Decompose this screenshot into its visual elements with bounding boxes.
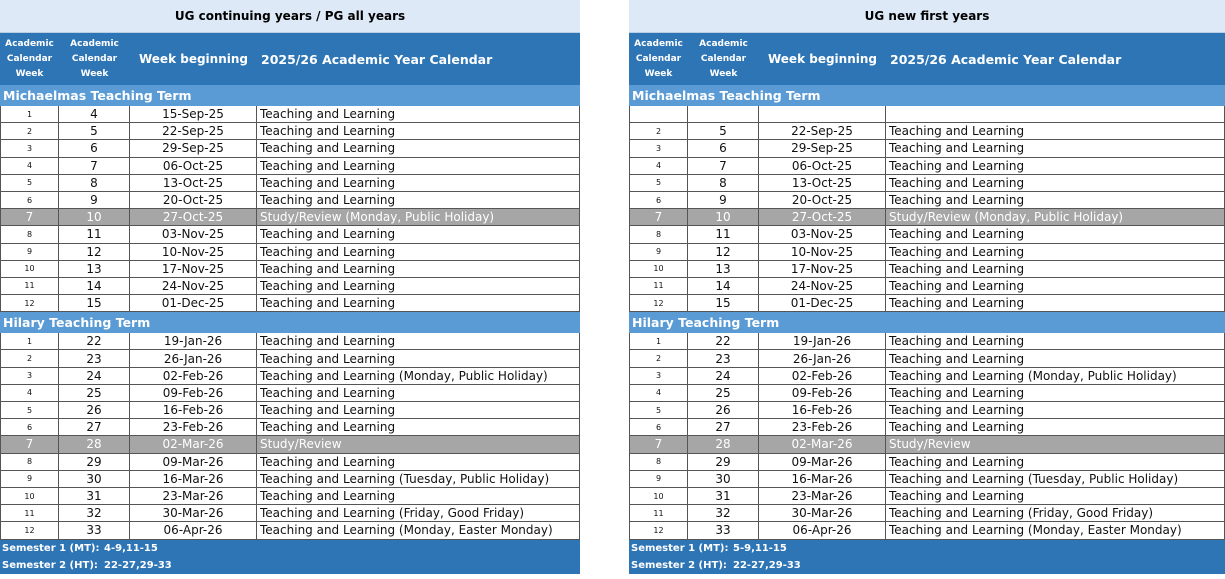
table-row [629, 333, 1225, 350]
week-beginning-cell: 06-Oct-25 [759, 158, 886, 175]
calendar-week-cell: 33 [688, 522, 759, 539]
table-row [0, 226, 580, 243]
calendar-week-cell: 6 [59, 140, 130, 157]
description-cell: Teaching and Learning [886, 123, 1225, 140]
week-beginning-cell: 02-Feb-26 [759, 368, 886, 385]
table-row [0, 158, 580, 175]
table-row [629, 522, 1225, 539]
week-beginning-cell: 03-Nov-25 [130, 226, 257, 243]
academic-week-cell: 10 [629, 488, 688, 505]
calendar-week-cell: 23 [59, 350, 130, 367]
academic-week-cell: 6 [629, 419, 688, 436]
table-row [629, 175, 1225, 192]
academic-week-cell: 8 [0, 226, 59, 243]
header-calendar-title: 2025/26 Academic Year Calendar [261, 51, 493, 67]
description-cell: Teaching and Learning [886, 158, 1225, 175]
academic-week-cell: 12 [629, 295, 688, 312]
description-cell: Teaching and Learning [257, 106, 580, 123]
description-cell: Teaching and Learning [257, 226, 580, 243]
academic-week-cell: 5 [0, 402, 59, 419]
week-beginning-cell: 17-Nov-25 [130, 261, 257, 278]
academic-week-cell: 11 [629, 505, 688, 522]
calendar-week-cell: 9 [688, 192, 759, 209]
calendar-week-cell: 15 [688, 295, 759, 312]
calendar-week-cell: 12 [688, 244, 759, 261]
table-row [629, 419, 1225, 436]
week-beginning-cell: 16-Mar-26 [130, 471, 257, 488]
description-cell: Study/Review (Monday, Public Holiday) [257, 209, 580, 226]
semester-line [0, 557, 580, 574]
table-row [629, 385, 1225, 402]
academic-week-cell: 2 [629, 123, 688, 140]
week-beginning-cell: 01-Dec-25 [130, 295, 257, 312]
calendar-week-cell: 27 [688, 419, 759, 436]
table-row [0, 419, 580, 436]
week-beginning-cell: 27-Oct-25 [130, 209, 257, 226]
table-row [0, 175, 580, 192]
academic-week-cell: 6 [0, 419, 59, 436]
table-row [0, 522, 580, 539]
table-row [629, 488, 1225, 505]
academic-week-cell: 10 [0, 261, 59, 278]
description-cell [886, 106, 1225, 123]
academic-week-cell: 9 [0, 244, 59, 261]
academic-week-cell: 4 [0, 385, 59, 402]
calendar-week-cell: 32 [688, 505, 759, 522]
academic-week-cell: 4 [0, 158, 59, 175]
term-header: Hilary Teaching Term [629, 312, 1225, 333]
academic-week-cell: 5 [629, 402, 688, 419]
week-beginning-cell: 06-Oct-25 [130, 158, 257, 175]
week-beginning-cell: 10-Nov-25 [130, 244, 257, 261]
description-cell: Teaching and Learning [886, 192, 1225, 209]
table-row [629, 123, 1225, 140]
semester-label: Semester 2 (HT): [631, 559, 727, 571]
description-cell: Teaching and Learning [886, 140, 1225, 157]
table-row [629, 350, 1225, 367]
semester-footer [0, 540, 580, 574]
week-beginning-cell: 16-Feb-26 [759, 402, 886, 419]
week-beginning-cell: 23-Feb-26 [759, 419, 886, 436]
week-beginning-cell: 29-Sep-25 [759, 140, 886, 157]
calendar-week-cell: 28 [688, 436, 759, 453]
week-beginning-cell: 26-Jan-26 [759, 350, 886, 367]
calendar-week-cell: 15 [59, 295, 130, 312]
academic-week-cell: 8 [0, 454, 59, 471]
semester-weeks: 5-9,11-15 [733, 542, 787, 554]
description-cell: Teaching and Learning [257, 385, 580, 402]
calendar-week-cell: 5 [688, 123, 759, 140]
panel-continuing-years [0, 0, 580, 574]
week-beginning-cell: 24-Nov-25 [130, 278, 257, 295]
academic-week-cell: 12 [0, 295, 59, 312]
table-row [0, 140, 580, 157]
study-week-row [629, 209, 1225, 226]
week-beginning-cell: 13-Oct-25 [759, 175, 886, 192]
academic-week-cell: 5 [629, 175, 688, 192]
week-beginning-cell: 13-Oct-25 [130, 175, 257, 192]
week-beginning-cell: 09-Mar-26 [130, 454, 257, 471]
week-beginning-cell: 22-Sep-25 [130, 123, 257, 140]
semester-line [629, 540, 1225, 557]
description-cell: Teaching and Learning [257, 295, 580, 312]
description-cell: Teaching and Learning [886, 402, 1225, 419]
panel-title: UG new first years [629, 0, 1225, 33]
calendar-week-cell: 7 [688, 158, 759, 175]
table-row [0, 192, 580, 209]
table-row [629, 368, 1225, 385]
week-beginning-cell: 26-Jan-26 [130, 350, 257, 367]
table-row [0, 402, 580, 419]
column-header-row [629, 33, 1225, 85]
academic-week-cell: 7 [0, 209, 59, 226]
calendar-week-cell: 6 [688, 140, 759, 157]
description-cell: Teaching and Learning [886, 419, 1225, 436]
description-cell: Teaching and Learning [886, 295, 1225, 312]
description-cell: Teaching and Learning [257, 402, 580, 419]
description-cell: Teaching and Learning [257, 488, 580, 505]
table-row [0, 471, 580, 488]
description-cell: Teaching and Learning (Monday, Easter Monday) [886, 522, 1225, 539]
description-cell: Teaching and Learning [886, 261, 1225, 278]
description-cell: Teaching and Learning [257, 123, 580, 140]
week-beginning-cell: 06-Apr-26 [759, 522, 886, 539]
calendar-week-cell: 29 [688, 454, 759, 471]
academic-week-cell: 7 [0, 436, 59, 453]
header-calendar-week: Academic Calendar Week [699, 38, 748, 79]
academic-week-cell: 8 [629, 454, 688, 471]
header-academic-week: Academic Calendar Week [5, 38, 54, 79]
semester-label: Semester 1 (MT): [2, 542, 100, 554]
header-calendar-week: Academic Calendar Week [70, 38, 119, 79]
academic-week-cell: 4 [629, 158, 688, 175]
table-row [0, 454, 580, 471]
calendar-week-cell: 13 [59, 261, 130, 278]
description-cell: Teaching and Learning [257, 175, 580, 192]
week-beginning-cell: 02-Mar-26 [130, 436, 257, 453]
table-row [629, 295, 1225, 312]
description-cell: Teaching and Learning [886, 244, 1225, 261]
week-beginning-cell: 30-Mar-26 [759, 505, 886, 522]
table-row [0, 261, 580, 278]
academic-week-cell: 1 [0, 106, 59, 123]
header-week-beginning: Week beginning [767, 52, 877, 66]
calendar-week-cell: 14 [688, 278, 759, 295]
table-row [0, 106, 580, 123]
week-beginning-cell: 29-Sep-25 [130, 140, 257, 157]
week-beginning-cell: 30-Mar-26 [130, 505, 257, 522]
table-row [0, 488, 580, 505]
semester-label: Semester 2 (HT): [2, 559, 98, 571]
table-row [629, 158, 1225, 175]
description-cell: Teaching and Learning [886, 175, 1225, 192]
academic-week-cell: 9 [629, 244, 688, 261]
calendar-week-cell: 11 [59, 226, 130, 243]
academic-week-cell: 7 [629, 436, 688, 453]
academic-week-cell: 10 [629, 261, 688, 278]
description-cell: Teaching and Learning [886, 278, 1225, 295]
table-row [0, 505, 580, 522]
description-cell: Teaching and Learning [886, 488, 1225, 505]
description-cell: Teaching and Learning [257, 140, 580, 157]
week-beginning-cell: 23-Feb-26 [130, 419, 257, 436]
description-cell: Study/Review [886, 436, 1225, 453]
week-beginning-cell: 15-Sep-25 [130, 106, 257, 123]
academic-week-cell [629, 106, 688, 123]
week-beginning-cell: 22-Sep-25 [759, 123, 886, 140]
semester-weeks: 22-27,29-33 [733, 559, 801, 571]
calendar-week-cell: 25 [688, 385, 759, 402]
calendar-week-cell: 30 [59, 471, 130, 488]
table-row [0, 368, 580, 385]
calendar-week-cell: 32 [59, 505, 130, 522]
calendar-week-cell: 14 [59, 278, 130, 295]
description-cell: Teaching and Learning (Monday, Easter Monday) [257, 522, 580, 539]
week-beginning-cell: 09-Feb-26 [759, 385, 886, 402]
academic-week-cell: 8 [629, 226, 688, 243]
table-row [629, 402, 1225, 419]
academic-week-cell: 2 [0, 123, 59, 140]
description-cell: Teaching and Learning [257, 350, 580, 367]
description-cell: Study/Review (Monday, Public Holiday) [886, 209, 1225, 226]
academic-week-cell: 6 [0, 192, 59, 209]
calendar-week-cell: 33 [59, 522, 130, 539]
semester-weeks: 4-9,11-15 [104, 542, 158, 554]
week-beginning-cell: 20-Oct-25 [130, 192, 257, 209]
table-row [629, 454, 1225, 471]
term-header: Michaelmas Teaching Term [629, 85, 1225, 106]
week-beginning-cell: 27-Oct-25 [759, 209, 886, 226]
study-week-row [0, 436, 580, 453]
calendar-week-cell: 10 [59, 209, 130, 226]
table-row [629, 278, 1225, 295]
table-row [0, 123, 580, 140]
semester-weeks: 22-27,29-33 [104, 559, 172, 571]
semester-line [629, 557, 1225, 574]
week-beginning-cell: 24-Nov-25 [759, 278, 886, 295]
calendar-week-cell: 25 [59, 385, 130, 402]
description-cell: Teaching and Learning (Friday, Good Friday) [257, 505, 580, 522]
calendar-week-cell: 8 [688, 175, 759, 192]
week-beginning-cell: 02-Feb-26 [130, 368, 257, 385]
table-row [0, 385, 580, 402]
week-beginning-cell: 01-Dec-25 [759, 295, 886, 312]
description-cell: Teaching and Learning [257, 261, 580, 278]
week-beginning-cell [759, 106, 886, 123]
week-beginning-cell: 16-Mar-26 [759, 471, 886, 488]
table-row [629, 140, 1225, 157]
description-cell: Teaching and Learning [257, 419, 580, 436]
academic-week-cell: 3 [0, 140, 59, 157]
description-cell: Teaching and Learning [257, 192, 580, 209]
study-week-row [629, 436, 1225, 453]
table-row [629, 505, 1225, 522]
academic-week-cell: 11 [0, 505, 59, 522]
week-beginning-cell: 23-Mar-26 [759, 488, 886, 505]
academic-week-cell: 9 [629, 471, 688, 488]
description-cell: Teaching and Learning [886, 333, 1225, 350]
calendar-week-cell: 13 [688, 261, 759, 278]
calendar-week-cell: 26 [59, 402, 130, 419]
calendar-week-cell: 10 [688, 209, 759, 226]
semester-line [0, 540, 580, 557]
week-beginning-cell: 19-Jan-26 [759, 333, 886, 350]
calendar-week-cell: 24 [59, 368, 130, 385]
academic-week-cell: 4 [629, 385, 688, 402]
table-row [0, 278, 580, 295]
description-cell: Teaching and Learning [257, 454, 580, 471]
column-header-row [0, 33, 580, 85]
academic-week-cell: 1 [629, 333, 688, 350]
calendar-week-cell [688, 106, 759, 123]
table-row [629, 244, 1225, 261]
week-beginning-cell: 06-Apr-26 [130, 522, 257, 539]
academic-week-cell: 3 [629, 140, 688, 157]
panel-new-first-years [629, 0, 1225, 574]
semester-footer [629, 540, 1225, 574]
description-cell: Teaching and Learning [257, 244, 580, 261]
week-beginning-cell: 20-Oct-25 [759, 192, 886, 209]
table-row [0, 244, 580, 261]
academic-week-cell: 11 [629, 278, 688, 295]
description-cell: Teaching and Learning [257, 333, 580, 350]
table-row [629, 471, 1225, 488]
week-beginning-cell: 03-Nov-25 [759, 226, 886, 243]
calendar-week-cell: 27 [59, 419, 130, 436]
week-beginning-cell: 19-Jan-26 [130, 333, 257, 350]
description-cell: Teaching and Learning (Friday, Good Friday) [886, 505, 1225, 522]
term-header: Michaelmas Teaching Term [0, 85, 580, 106]
calendar-week-cell: 4 [59, 106, 130, 123]
description-cell: Teaching and Learning [886, 385, 1225, 402]
academic-week-cell: 2 [629, 350, 688, 367]
description-cell: Teaching and Learning (Tuesday, Public Holiday) [886, 471, 1225, 488]
calendar-week-cell: 23 [688, 350, 759, 367]
calendar-week-cell: 5 [59, 123, 130, 140]
calendar-week-cell: 24 [688, 368, 759, 385]
description-cell: Teaching and Learning (Monday, Public Holiday) [257, 368, 580, 385]
table-row [0, 295, 580, 312]
academic-week-cell: 2 [0, 350, 59, 367]
table-row [0, 333, 580, 350]
academic-week-cell: 1 [0, 333, 59, 350]
calendar-week-cell: 22 [688, 333, 759, 350]
header-week-beginning: Week beginning [138, 52, 248, 66]
calendar-week-cell: 12 [59, 244, 130, 261]
calendar-week-cell: 26 [688, 402, 759, 419]
academic-week-cell: 3 [0, 368, 59, 385]
week-beginning-cell: 09-Mar-26 [759, 454, 886, 471]
academic-week-cell: 5 [0, 175, 59, 192]
academic-week-cell: 10 [0, 488, 59, 505]
term-header: Hilary Teaching Term [0, 312, 580, 333]
description-cell: Teaching and Learning [886, 226, 1225, 243]
calendar-week-cell: 9 [59, 192, 130, 209]
calendar-week-cell: 28 [59, 436, 130, 453]
study-week-row [0, 209, 580, 226]
description-cell: Teaching and Learning (Monday, Public Holiday) [886, 368, 1225, 385]
week-beginning-cell: 10-Nov-25 [759, 244, 886, 261]
description-cell: Teaching and Learning [886, 350, 1225, 367]
calendar-week-cell: 11 [688, 226, 759, 243]
calendar-week-cell: 22 [59, 333, 130, 350]
academic-week-cell: 7 [629, 209, 688, 226]
description-cell: Teaching and Learning [257, 158, 580, 175]
table-row [629, 226, 1225, 243]
week-beginning-cell: 02-Mar-26 [759, 436, 886, 453]
week-beginning-cell: 16-Feb-26 [130, 402, 257, 419]
calendar-week-cell: 8 [59, 175, 130, 192]
calendar-week-cell: 30 [688, 471, 759, 488]
week-beginning-cell: 17-Nov-25 [759, 261, 886, 278]
description-cell: Teaching and Learning [886, 454, 1225, 471]
calendar-week-cell: 31 [59, 488, 130, 505]
calendar-week-cell: 29 [59, 454, 130, 471]
header-academic-week: Academic Calendar Week [634, 38, 683, 79]
academic-week-cell: 12 [629, 522, 688, 539]
calendar-week-cell: 31 [688, 488, 759, 505]
panel-title: UG continuing years / PG all years [0, 0, 580, 33]
calendar-week-cell: 7 [59, 158, 130, 175]
table-row [629, 106, 1225, 123]
description-cell: Study/Review [257, 436, 580, 453]
academic-week-cell: 12 [0, 522, 59, 539]
table-row [0, 350, 580, 367]
week-beginning-cell: 23-Mar-26 [130, 488, 257, 505]
description-cell: Teaching and Learning (Tuesday, Public Holiday) [257, 471, 580, 488]
table-row [629, 261, 1225, 278]
academic-week-cell: 11 [0, 278, 59, 295]
academic-week-cell: 3 [629, 368, 688, 385]
academic-week-cell: 9 [0, 471, 59, 488]
table-row [629, 192, 1225, 209]
header-calendar-title: 2025/26 Academic Year Calendar [890, 51, 1122, 67]
week-beginning-cell: 09-Feb-26 [130, 385, 257, 402]
description-cell: Teaching and Learning [257, 278, 580, 295]
academic-week-cell: 6 [629, 192, 688, 209]
semester-label: Semester 1 (MT): [631, 542, 729, 554]
